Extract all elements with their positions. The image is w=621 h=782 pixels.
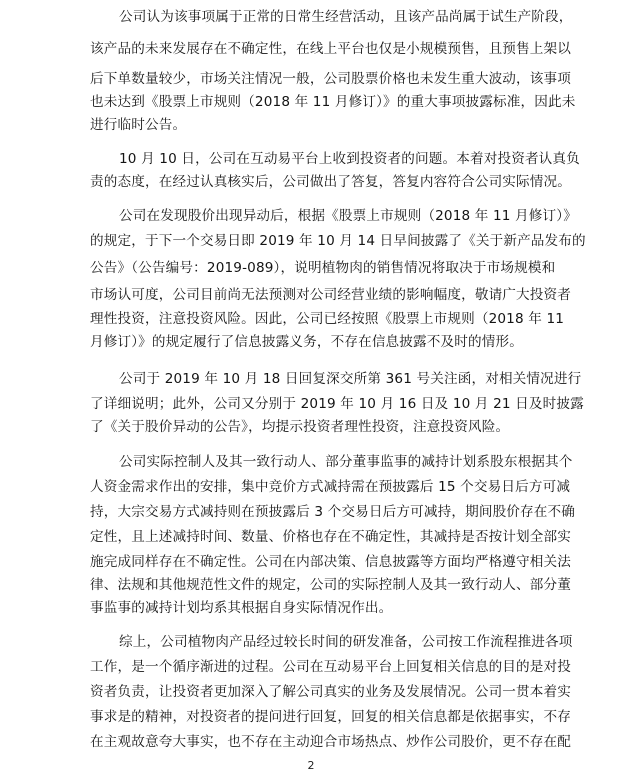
text-line: 在主观故意夸大事实，也不存在主动迎合市场热点、炒作公司股价，更不存在配	[90, 734, 572, 750]
text-line: 综上，公司植物肉产品经过较长时间的研发准备，公司按工作流程推进各项	[119, 634, 573, 650]
text-line: 律、法规和其他规范性文件的规定，公司的实际控制人及其一致行动人、部分董	[90, 577, 572, 593]
text-line: 市场认可度，公司目前尚无法预测对公司经营业绩的影响幅度，敬请广大投资者	[90, 287, 572, 303]
text-line: 公司在发现股价出现异动后，根据《股票上市规则（2018 年 11 月修订）》	[119, 208, 577, 224]
text-line: 了《关于股价异动的公告》，均提示投资者理性投资，注意投资风险。	[90, 419, 510, 435]
text-line: 公告》（公告编号：2019-089），说明植物肉的销售情况将取决于市场规模和	[90, 260, 556, 276]
text-line: 施完成同样存在不确定性。公司在内部决策、信息披露等方面均严格遵守相关法	[90, 554, 572, 570]
text-line: 的规定，于下一个交易日即 2019 年 10 月 14 日早间披露了《关于新产品发布的	[90, 233, 586, 249]
text-line: 定性，且上述减持时间、数量、价格也存在不确定性，其减持是否按计划全部实	[90, 529, 572, 545]
text-line: 该产品的未来发展存在不确定性，在线上平台也仅是小规模预售，且预售上架以	[90, 41, 572, 57]
text-line: 10 月 10 日，公司在互动易平台上收到投资者的问题。本着对投资者认真负	[119, 151, 580, 167]
text-line: 后下单数量较少，市场关注情况一般，公司股票价格也未发生重大波动，该事项	[90, 71, 572, 87]
text-line: 也未达到《股票上市规则（2018 年 11 月修订）》的重大事项披露标准，因此未	[90, 94, 576, 110]
text-line: 事求是的精神，对投资者的提问进行回复，回复的相关信息都是依据事实，不存	[90, 709, 572, 725]
text-line: 了详细说明；此外，公司又分别于 2019 年 10 月 16 日及 10 月 21 日及时披露	[90, 396, 584, 412]
text-line: 公司于 2019 年 10 月 18 日回复深交所第 361 号关注函，对相关情况进行	[119, 371, 582, 387]
text-line: 事监事的减持计划均系其根据自身实际情况作出。	[90, 600, 393, 616]
text-line: 责的态度，在经过认真核实后，公司做出了答复，答复内容符合公司实际情况。	[90, 174, 572, 190]
text-line: 理性投资，注意投资风险。因此，公司已经按照《股票上市规则（2018 年 11	[90, 311, 565, 327]
text-line: 月修订）》的规定履行了信息披露义务，不存在信息披露不及时的情形。	[90, 334, 523, 350]
text-line: 持，大宗交易方式减持则在预披露后 3 个交易日后方可减持，期间股价存在不确	[90, 504, 576, 520]
text-line: 资者负责，让投资者更加深入了解公司真实的业务及发展情况。公司一贯本着实	[90, 684, 572, 700]
page-number: 2	[307, 759, 315, 772]
text-line: 公司认为该事项属于正常的日常生经营活动，且该产品尚属于试生产阶段，	[119, 9, 573, 25]
text-line: 工作，是一个循序渐进的过程。公司在互动易平台上回复相关信息的目的是对投	[90, 659, 572, 675]
text-line: 人资金需求作出的安排，集中竞价方式减持需在预披露后 15 个交易日后方可减	[90, 479, 571, 495]
text-line: 公司实际控制人及其一致行动人、部分董事监事的减持计划系股东根据其个	[119, 454, 573, 470]
text-line: 进行临时公告。	[90, 117, 187, 133]
